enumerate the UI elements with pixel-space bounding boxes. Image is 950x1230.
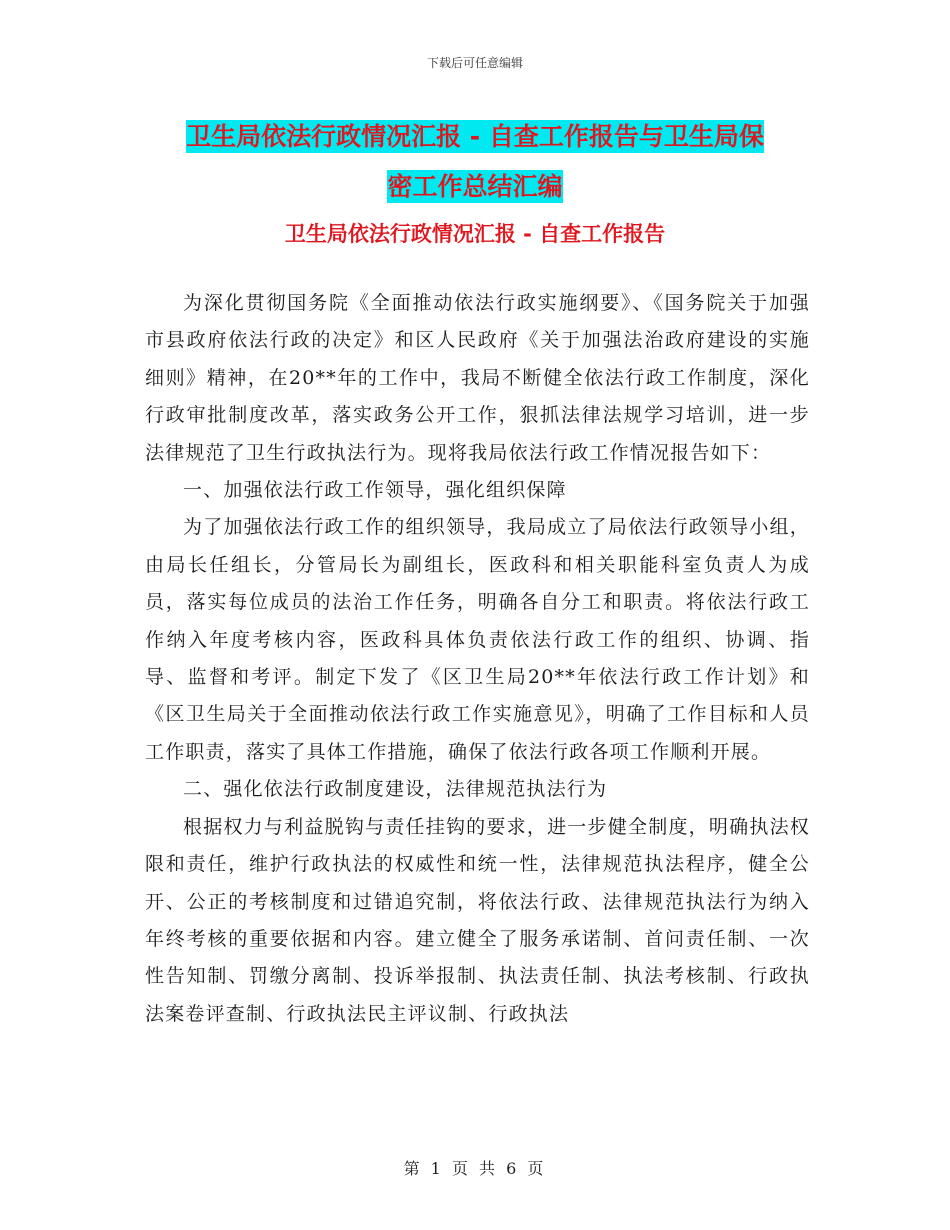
paragraph-heading-1: 一、加强依法行政工作领导，强化组织保障 xyxy=(183,479,567,502)
paragraph-section-1: 为了加强依法行政工作的组织领导，我局成立了局依法行政领导小组，由局长任组长，分管局长为副组长，医政科和相关职能科室负责人为成员，落实每位成员的法治工作任务，明确各自分工和职责。将依法行政工作纳入年度考核内容，医政科具体负责依法行政工作的组织、协调、指导、监督和考评。制定下发了《区卫生局20**年依法行政工作计划》和《区卫生局关于全面推动依法行政工作实施意见》，明确了工作目标和人员工作职责，落实了具体工作措施，确保了依法行政各项工作顺利开展。 xyxy=(145,516,810,763)
section-title: 卫生局依法行政情况汇报 - 自查工作报告 xyxy=(284,222,666,246)
page-footer: 第 1 页 共 6 页 xyxy=(403,1159,547,1178)
paragraph-section-2: 根据权力与利益脱钩与责任挂钩的要求，进一步健全制度，明确执法权限和责任，维护行政执法的权威性和统一性，法律规范执法程序，健全公开、公正的考核制度和过错追究制，将依法行政、法律规范执法行为纳入年终考核的重要依据和内容。建立健全了服务承诺制、首问责任制、一次性告知制、罚缴分离制、投诉举报制、执法责任制、执法考核制、行政执法案卷评查制、行政执法民主评议制、行政执法 xyxy=(145,815,810,1025)
paragraph-heading-2: 二、强化依法行政制度建设，法律规范执法行为 xyxy=(183,778,608,801)
paragraph-intro: 为深化贯彻国务院《全面推动依法行政实施纲要》、《国务院关于加强市县政府依法行政的决定》和区人民政府《关于加强法治政府建设的实施细则》精神，在20**年的工作中，我局不断健全依法行政工作制度，深化行政审批制度改革，落实政务公开工作，狠抓法律法规学习培训，进一步法律规范了卫生行政执法行为。现将我局依法行政工作情况报告如下： xyxy=(145,292,810,464)
document-title-line-1: 卫生局依法行政情况汇报 - 自查工作报告与卫生局保 xyxy=(186,122,764,151)
document-body xyxy=(145,285,810,1033)
document-title-line-2: 密工作总结汇编 xyxy=(387,172,563,201)
header-note: 下载后可任意编辑 xyxy=(426,56,523,70)
document-title xyxy=(0,112,950,212)
